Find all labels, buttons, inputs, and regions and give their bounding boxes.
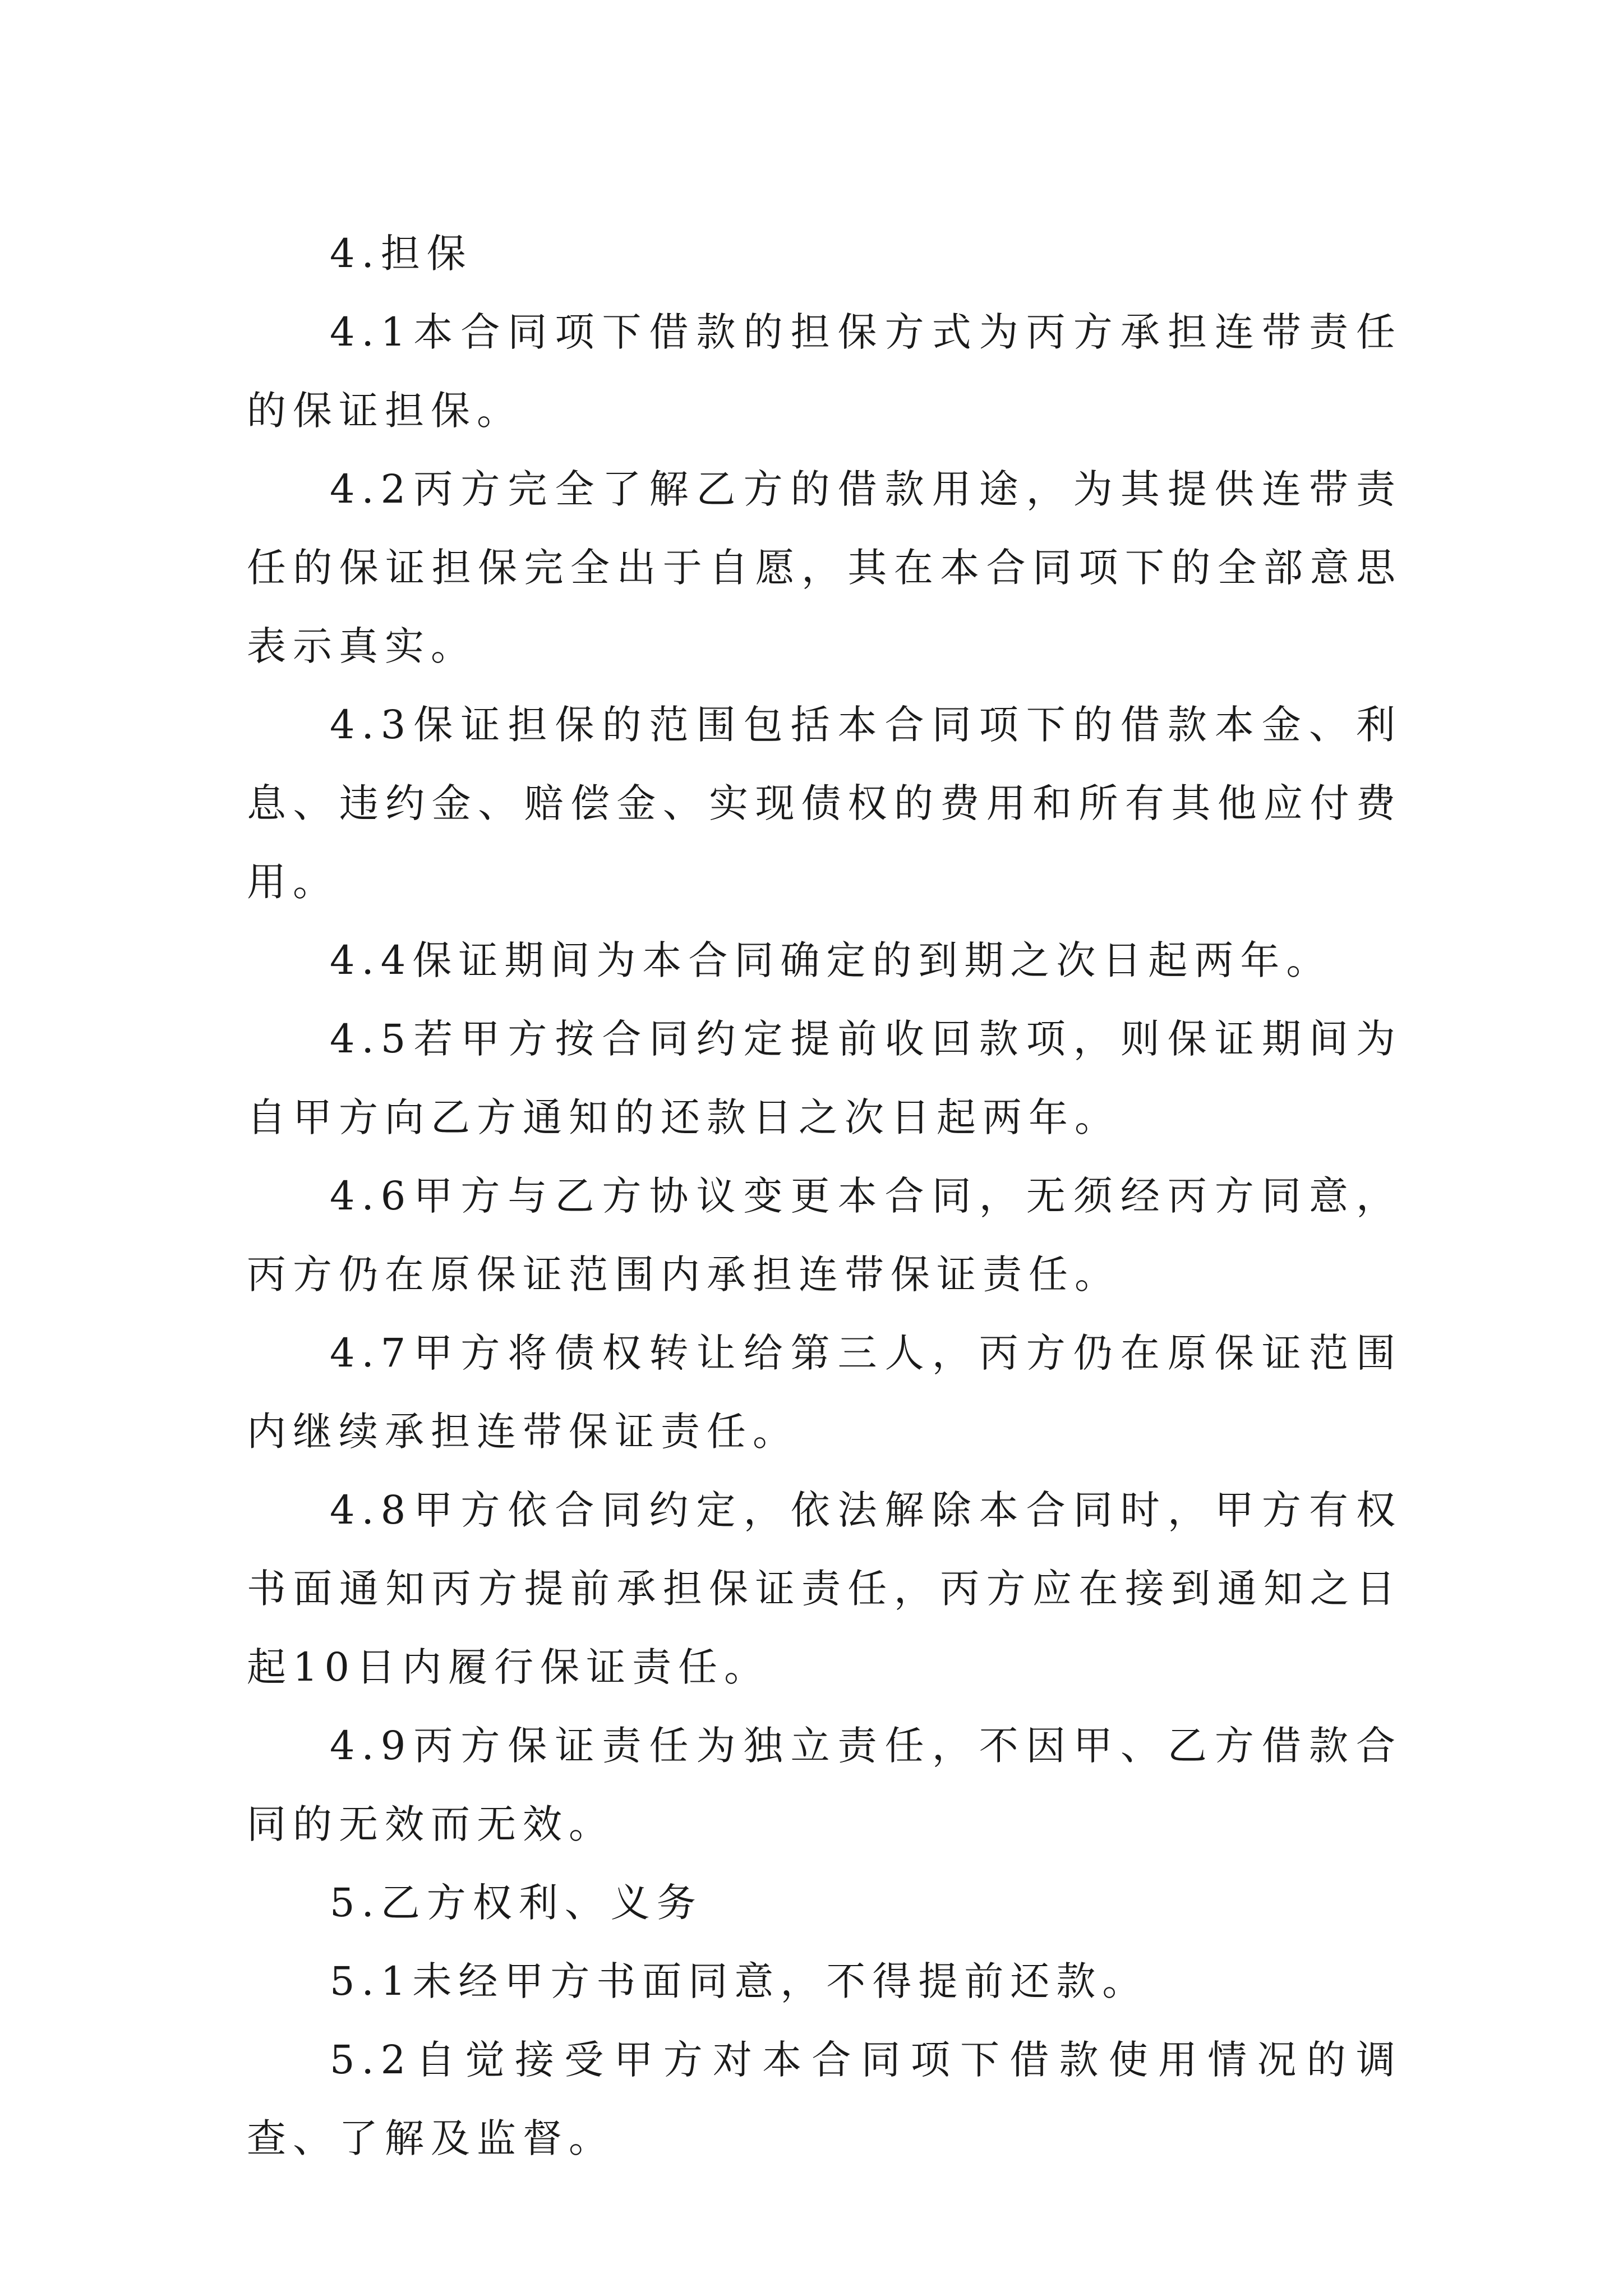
clause-4-8: 4.8甲方依合同约定，依法解除本合同时，甲方有权书面通知丙方提前承担保证责任，丙方应在接到通知之日起10日内履行保证责任。 [247, 1487, 1402, 1690]
section-4-heading: 4.担保 [330, 231, 473, 277]
clause-4-3: 4.3保证担保的范围包括本合同项下的借款本金、利息、违约金、赔偿金、实现债权的费用和所有其他应付费用。 [247, 702, 1402, 905]
clause-4-5: 4.5若甲方按合同约定提前收回款项，则保证期间为自甲方向乙方通知的还款日之次日起两年。 [247, 1016, 1402, 1140]
clause-4-7: 4.7甲方将债权转让给第三人，丙方仍在原保证范围内继续承担连带保证责任。 [247, 1330, 1402, 1455]
clause-4-2: 4.2丙方完全了解乙方的借款用途，为其提供连带责任的保证担保完全出于自愿，其在本合同项下的全部意思表示真实。 [247, 466, 1402, 669]
clause-4-9: 4.9丙方保证责任为独立责任，不因甲、乙方借款合同的无效而无效。 [247, 1723, 1402, 1847]
clause-4-6: 4.6甲方与乙方协议变更本合同，无须经丙方同意，丙方仍在原保证范围内承担连带保证责任。 [247, 1173, 1402, 1297]
section-5-heading: 5.乙方权利、义务 [330, 1880, 703, 1926]
clause-4-1: 4.1本合同项下借款的担保方式为丙方承担连带责任的保证担保。 [247, 309, 1402, 434]
clause-4-4: 4.4保证期间为本合同确定的到期之次日起两年。 [330, 937, 1332, 983]
clause-5-1: 5.1未经甲方书面同意，不得提前还款。 [330, 1958, 1149, 2004]
document-body [247, 214, 1402, 2178]
clause-5-2: 5.2自觉接受甲方对本合同项下借款使用情况的调查、了解及监督。 [247, 2037, 1402, 2161]
